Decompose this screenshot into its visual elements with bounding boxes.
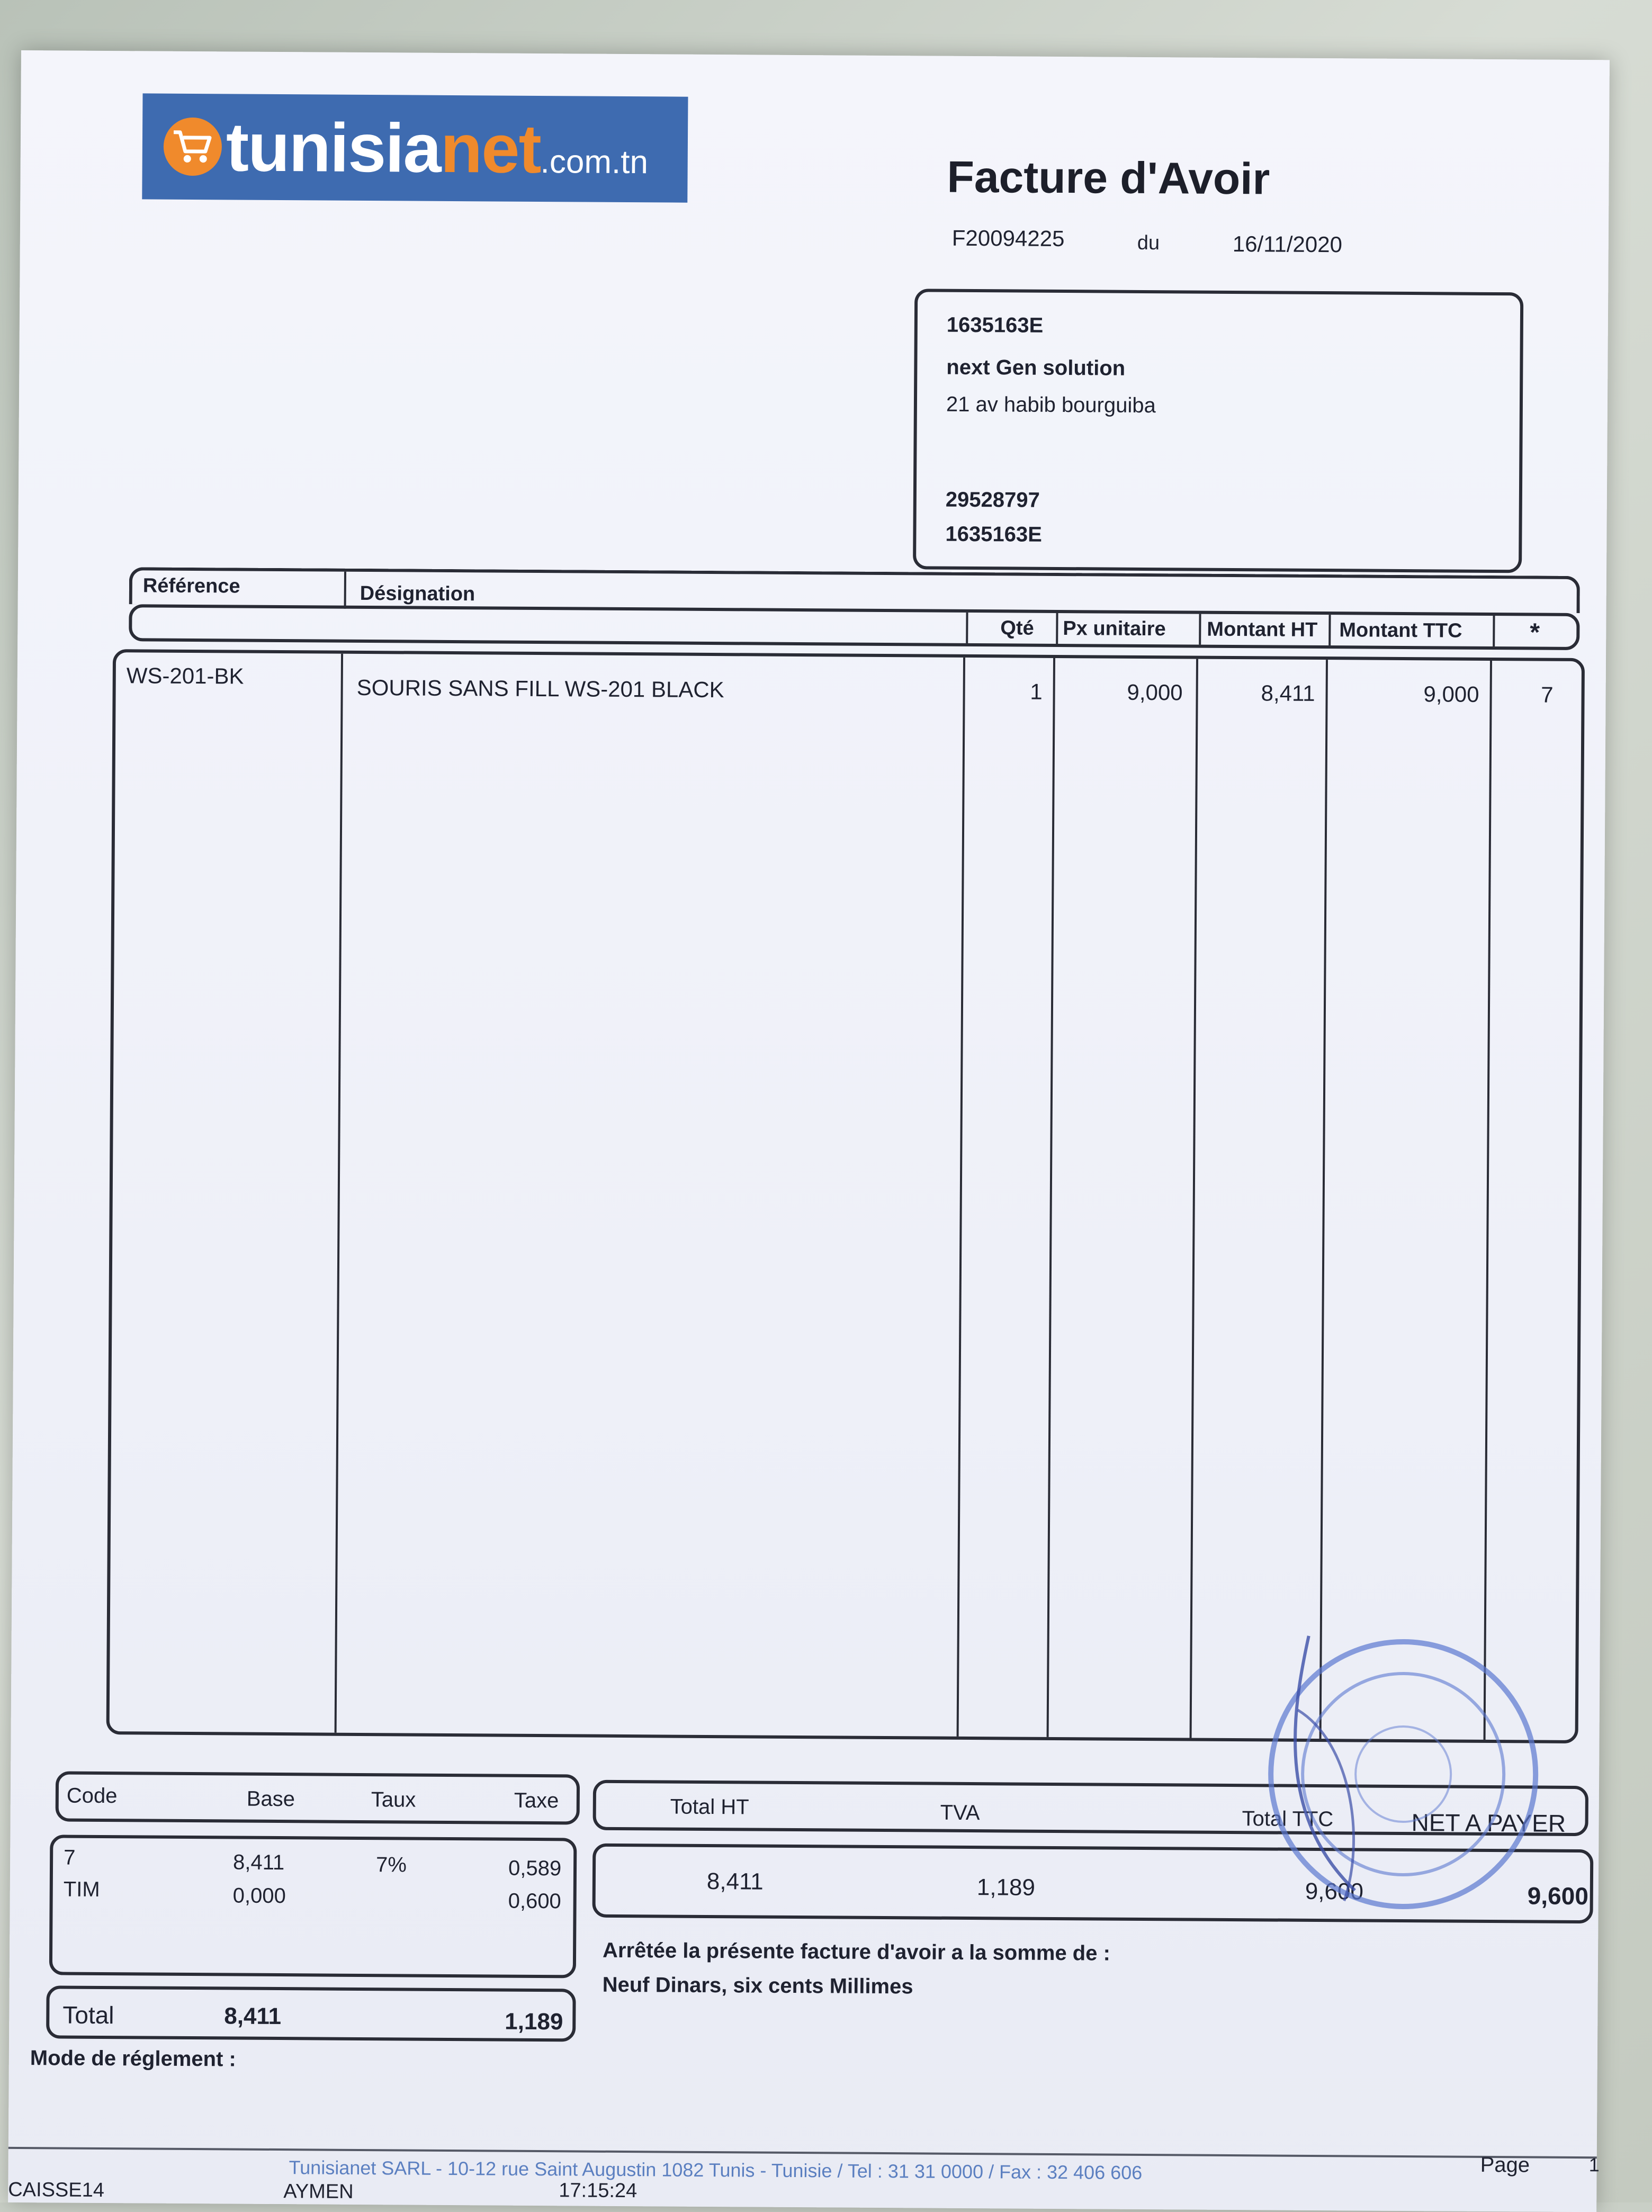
total-label: Total: [62, 2001, 114, 2029]
tax-summary-header: [56, 1771, 580, 1824]
tax-row: TIM 0,000 0,600: [63, 1877, 561, 1913]
header-designation: Désignation: [360, 582, 475, 606]
page-number: 1: [1588, 2154, 1600, 2176]
invoice-paper: [8, 50, 1610, 2212]
header-amount-ttc: Montant TTC: [1339, 619, 1462, 642]
totals-header-net: NET A PAYER: [1411, 1809, 1566, 1837]
totals-header-tva: TVA: [940, 1801, 980, 1825]
tax-summary-total: [46, 1985, 576, 2042]
tax-header-code: Code: [66, 1784, 118, 1808]
client-code: 1635163E: [946, 313, 1044, 337]
header-tax-code: *: [1530, 618, 1540, 647]
totals-header: [592, 1780, 1588, 1836]
header-amount-ht: Montant HT: [1207, 618, 1318, 641]
brand-wordmark: tunisianet.com.tn: [226, 108, 649, 187]
totals-values: [592, 1844, 1593, 1924]
tax-header-rate: Taux: [371, 1788, 416, 1812]
payment-mode-label: Mode de réglement :: [30, 2046, 236, 2071]
invoice-date: 16/11/2020: [1232, 231, 1343, 257]
document-title: Facture d'Avoir: [947, 151, 1270, 204]
total-tax: 1,189: [505, 2008, 563, 2035]
row-designation: SOURIS SANS FILL WS-201 BLACK: [356, 675, 724, 703]
brand-logo: [142, 93, 688, 202]
invoice-number: F20094225: [951, 225, 1065, 251]
items-table: [106, 649, 1585, 1743]
table-row: [116, 652, 1582, 707]
tax-header-tax: Taxe: [514, 1788, 559, 1813]
header-unit-price: Px unitaire: [1063, 617, 1166, 641]
total-base: 8,411: [224, 2003, 282, 2030]
page-label: Page: [1480, 2153, 1530, 2177]
date-label: du: [1137, 231, 1160, 255]
shopping-cart-icon: [164, 118, 222, 176]
cashier-id: CAISSE14: [8, 2178, 105, 2202]
operator-name: AYMEN: [283, 2180, 354, 2203]
row-reference: WS-201-BK: [126, 663, 244, 689]
amount-words-value: Neuf Dinars, six cents Millimes: [602, 1973, 913, 1999]
client-phone: 29528797: [945, 488, 1040, 512]
row-amount-ttc: 9,000: [1423, 681, 1479, 707]
row-qty: 1: [1030, 679, 1043, 704]
tax-row: 7 8,411 7% 0,589: [64, 1846, 562, 1881]
company-footer: Tunisianet SARL - 10-12 rue Saint Augustin 1082 Tunis - Tunisie / Tel : 31 31 0000 / Fax : 32 406 606: [289, 2156, 1143, 2184]
client-box: [913, 289, 1523, 573]
totals-header-ht: Total HT: [670, 1795, 749, 1819]
amount-words-intro: Arrêtée la présente facture d'avoir a la somme de :: [602, 1938, 1111, 1965]
total-ttc-value: 9,600: [1305, 1878, 1364, 1905]
row-tax-code: 7: [1541, 682, 1554, 707]
client-tax-id: 1635163E: [945, 522, 1042, 546]
client-name: next Gen solution: [946, 355, 1126, 380]
row-unit-price: 9,000: [1127, 679, 1183, 705]
row-amount-ht: 8,411: [1261, 680, 1315, 706]
total-ht-value: 8,411: [706, 1868, 764, 1895]
header-reference: Référence: [142, 574, 240, 598]
header-qty: Qté: [1000, 617, 1034, 640]
net-to-pay-value: 9,600: [1527, 1882, 1589, 1910]
client-address: 21 av habib bourguiba: [946, 392, 1156, 418]
tax-summary-body: [49, 1835, 577, 1978]
totals-header-ttc: Total TTC: [1242, 1807, 1334, 1831]
tva-value: 1,189: [976, 1874, 1036, 1901]
tax-header-base: Base: [246, 1787, 295, 1811]
print-time: 17:15:24: [559, 2179, 638, 2202]
footer-divider: [8, 2147, 1597, 2159]
